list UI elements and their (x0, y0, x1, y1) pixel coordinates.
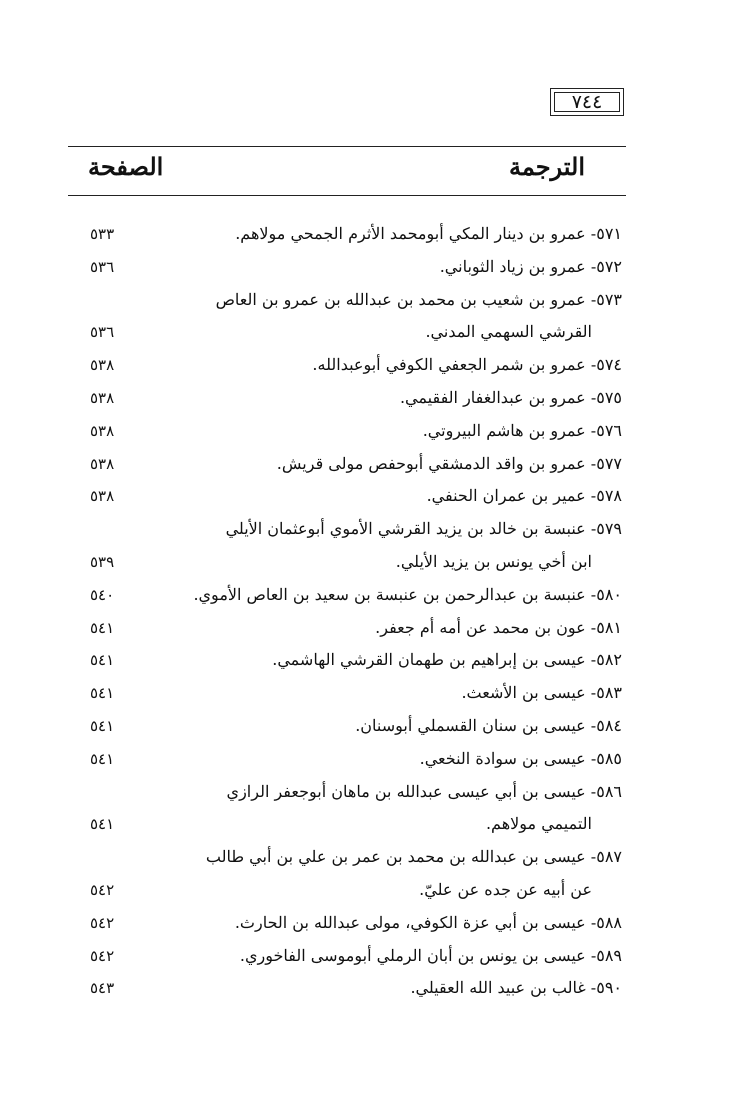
index-entry (68, 382, 626, 415)
index-entry (68, 940, 626, 973)
entry-page-number: ٥٤١ (90, 716, 115, 735)
entry-page-number: ٥٤٣ (90, 979, 115, 998)
entry-page-number: ٥٣٦ (90, 323, 115, 342)
index-entry (68, 677, 626, 710)
index-entry (68, 972, 626, 1005)
index-entry (68, 349, 626, 382)
entry-text: ٥٧٧- عمرو بن واقد الدمشقي أبوحفص مولى قريش. (276, 453, 622, 473)
index-entry (68, 218, 626, 251)
entry-text: ٥٨٧- عيسى بن عبدالله بن محمد بن عمر بن علي بن أبي طالب (205, 847, 622, 867)
entry-text: ٥٧٨- عمير بن عمران الحنفي. (426, 486, 622, 506)
entry-text-continuation: القرشي السهمي المدني. (425, 322, 592, 342)
index-entry (68, 448, 626, 481)
entry-text: ٥٨٥- عيسى بن سوادة النخعي. (419, 748, 622, 768)
column-header-title: الترجمة (508, 152, 585, 181)
entry-page-number: ٥٣٦ (90, 257, 115, 276)
entry-text: ٥٧٢- عمرو بن زياد الثوباني. (439, 256, 622, 276)
entry-page-number: ٥٣٨ (90, 487, 115, 506)
header-top-rule (68, 146, 626, 147)
index-entry (68, 907, 626, 940)
entry-text: ٥٨٩- عيسى بن يونس بن أبان الرملي أبوموسى الفاخوري. (239, 945, 622, 965)
header-bottom-rule (68, 195, 626, 196)
entry-text: ٥٧١- عمرو بن دينار المكي أبومحمد الأثرم الجمحي مولاهم. (235, 224, 622, 243)
entry-page-number: ٥٤١ (90, 749, 115, 768)
entry-text: ٥٧٦- عمرو بن هاشم البيروتي. (422, 420, 622, 440)
entry-page-number: ٥٣٨ (90, 421, 115, 440)
entry-text: ٥٨١- عون بن محمد عن أمه أم جعفر. (375, 617, 622, 637)
index-entry (68, 480, 626, 513)
column-header-page: الصفحة (88, 152, 164, 181)
entry-page-number: ٥٤٠ (90, 585, 115, 604)
index-list (68, 218, 626, 1005)
entry-page-number: ٥٤١ (90, 815, 115, 834)
entry-page-number: ٥٣٨ (90, 356, 115, 375)
entry-text: ٥٨٣- عيسى بن الأشعث. (461, 683, 622, 703)
entry-text: ٥٩٠- غالب بن عبيد الله العقيلي. (410, 978, 622, 998)
page-number: ٧٤٤ (550, 88, 624, 116)
entry-text: ٥٨٨- عيسى بن أبي عزة الكوفي، مولى عبدالله بن الحارث. (234, 912, 622, 932)
entry-page-number: ٥٤٢ (90, 913, 115, 932)
index-entry (68, 612, 626, 645)
index-entry (68, 841, 626, 907)
entry-text-continuation: ابن أخي يونس بن يزيد الأيلي. (395, 551, 592, 571)
entry-text-continuation: التميمي مولاهم. (485, 814, 592, 834)
index-entry (68, 743, 626, 776)
entry-page-number: ٥٤١ (90, 684, 115, 703)
entry-page-number: ٥٣٨ (90, 454, 115, 473)
index-entry (68, 776, 626, 842)
entry-text: ٥٨٢- عيسى بن إبراهيم بن طهمان القرشي الهاشمي. (272, 650, 622, 670)
entry-page-number: ٥٤١ (90, 618, 115, 637)
index-entry (68, 415, 626, 448)
entry-text: ٥٧٣- عمرو بن شعيب بن محمد بن عبدالله بن عمرو بن العاص (215, 289, 622, 309)
entry-text: ٥٧٤- عمرو بن شمر الجعفي الكوفي أبوعبدالله. (312, 355, 622, 375)
entry-page-number: ٥٣٣ (90, 225, 115, 243)
entry-text: ٥٨٦- عيسى بن أبي عيسى عبدالله بن ماهان أبوجعفر الرازي (226, 781, 622, 801)
entry-page-number: ٥٤١ (90, 651, 115, 670)
index-entry (68, 513, 626, 579)
index-entry (68, 644, 626, 677)
entry-text-continuation: عن أبيه عن جده عن عليّ. (419, 879, 592, 899)
entry-page-number: ٥٣٨ (90, 388, 115, 407)
index-entry (68, 710, 626, 743)
entry-page-number: ٥٣٩ (90, 552, 115, 571)
entry-text: ٥٧٩- عنبسة بن خالد بن يزيد القرشي الأموي أبوعثمان الأيلي (225, 519, 622, 539)
entry-page-number: ٥٤٢ (90, 880, 115, 899)
entry-page-number: ٥٤٢ (90, 946, 115, 965)
entry-text: ٥٨٠- عنبسة بن عبدالرحمن بن عنبسة بن سعيد بن العاص الأموي. (193, 584, 622, 604)
index-entry (68, 284, 626, 350)
index-entry (68, 579, 626, 612)
entry-text: ٥٨٤- عيسى بن سنان القسملي أبوسنان. (355, 715, 622, 735)
entry-text: ٥٧٥- عمرو بن عبدالغفار الفقيمي. (399, 387, 622, 407)
index-entry (68, 251, 626, 284)
